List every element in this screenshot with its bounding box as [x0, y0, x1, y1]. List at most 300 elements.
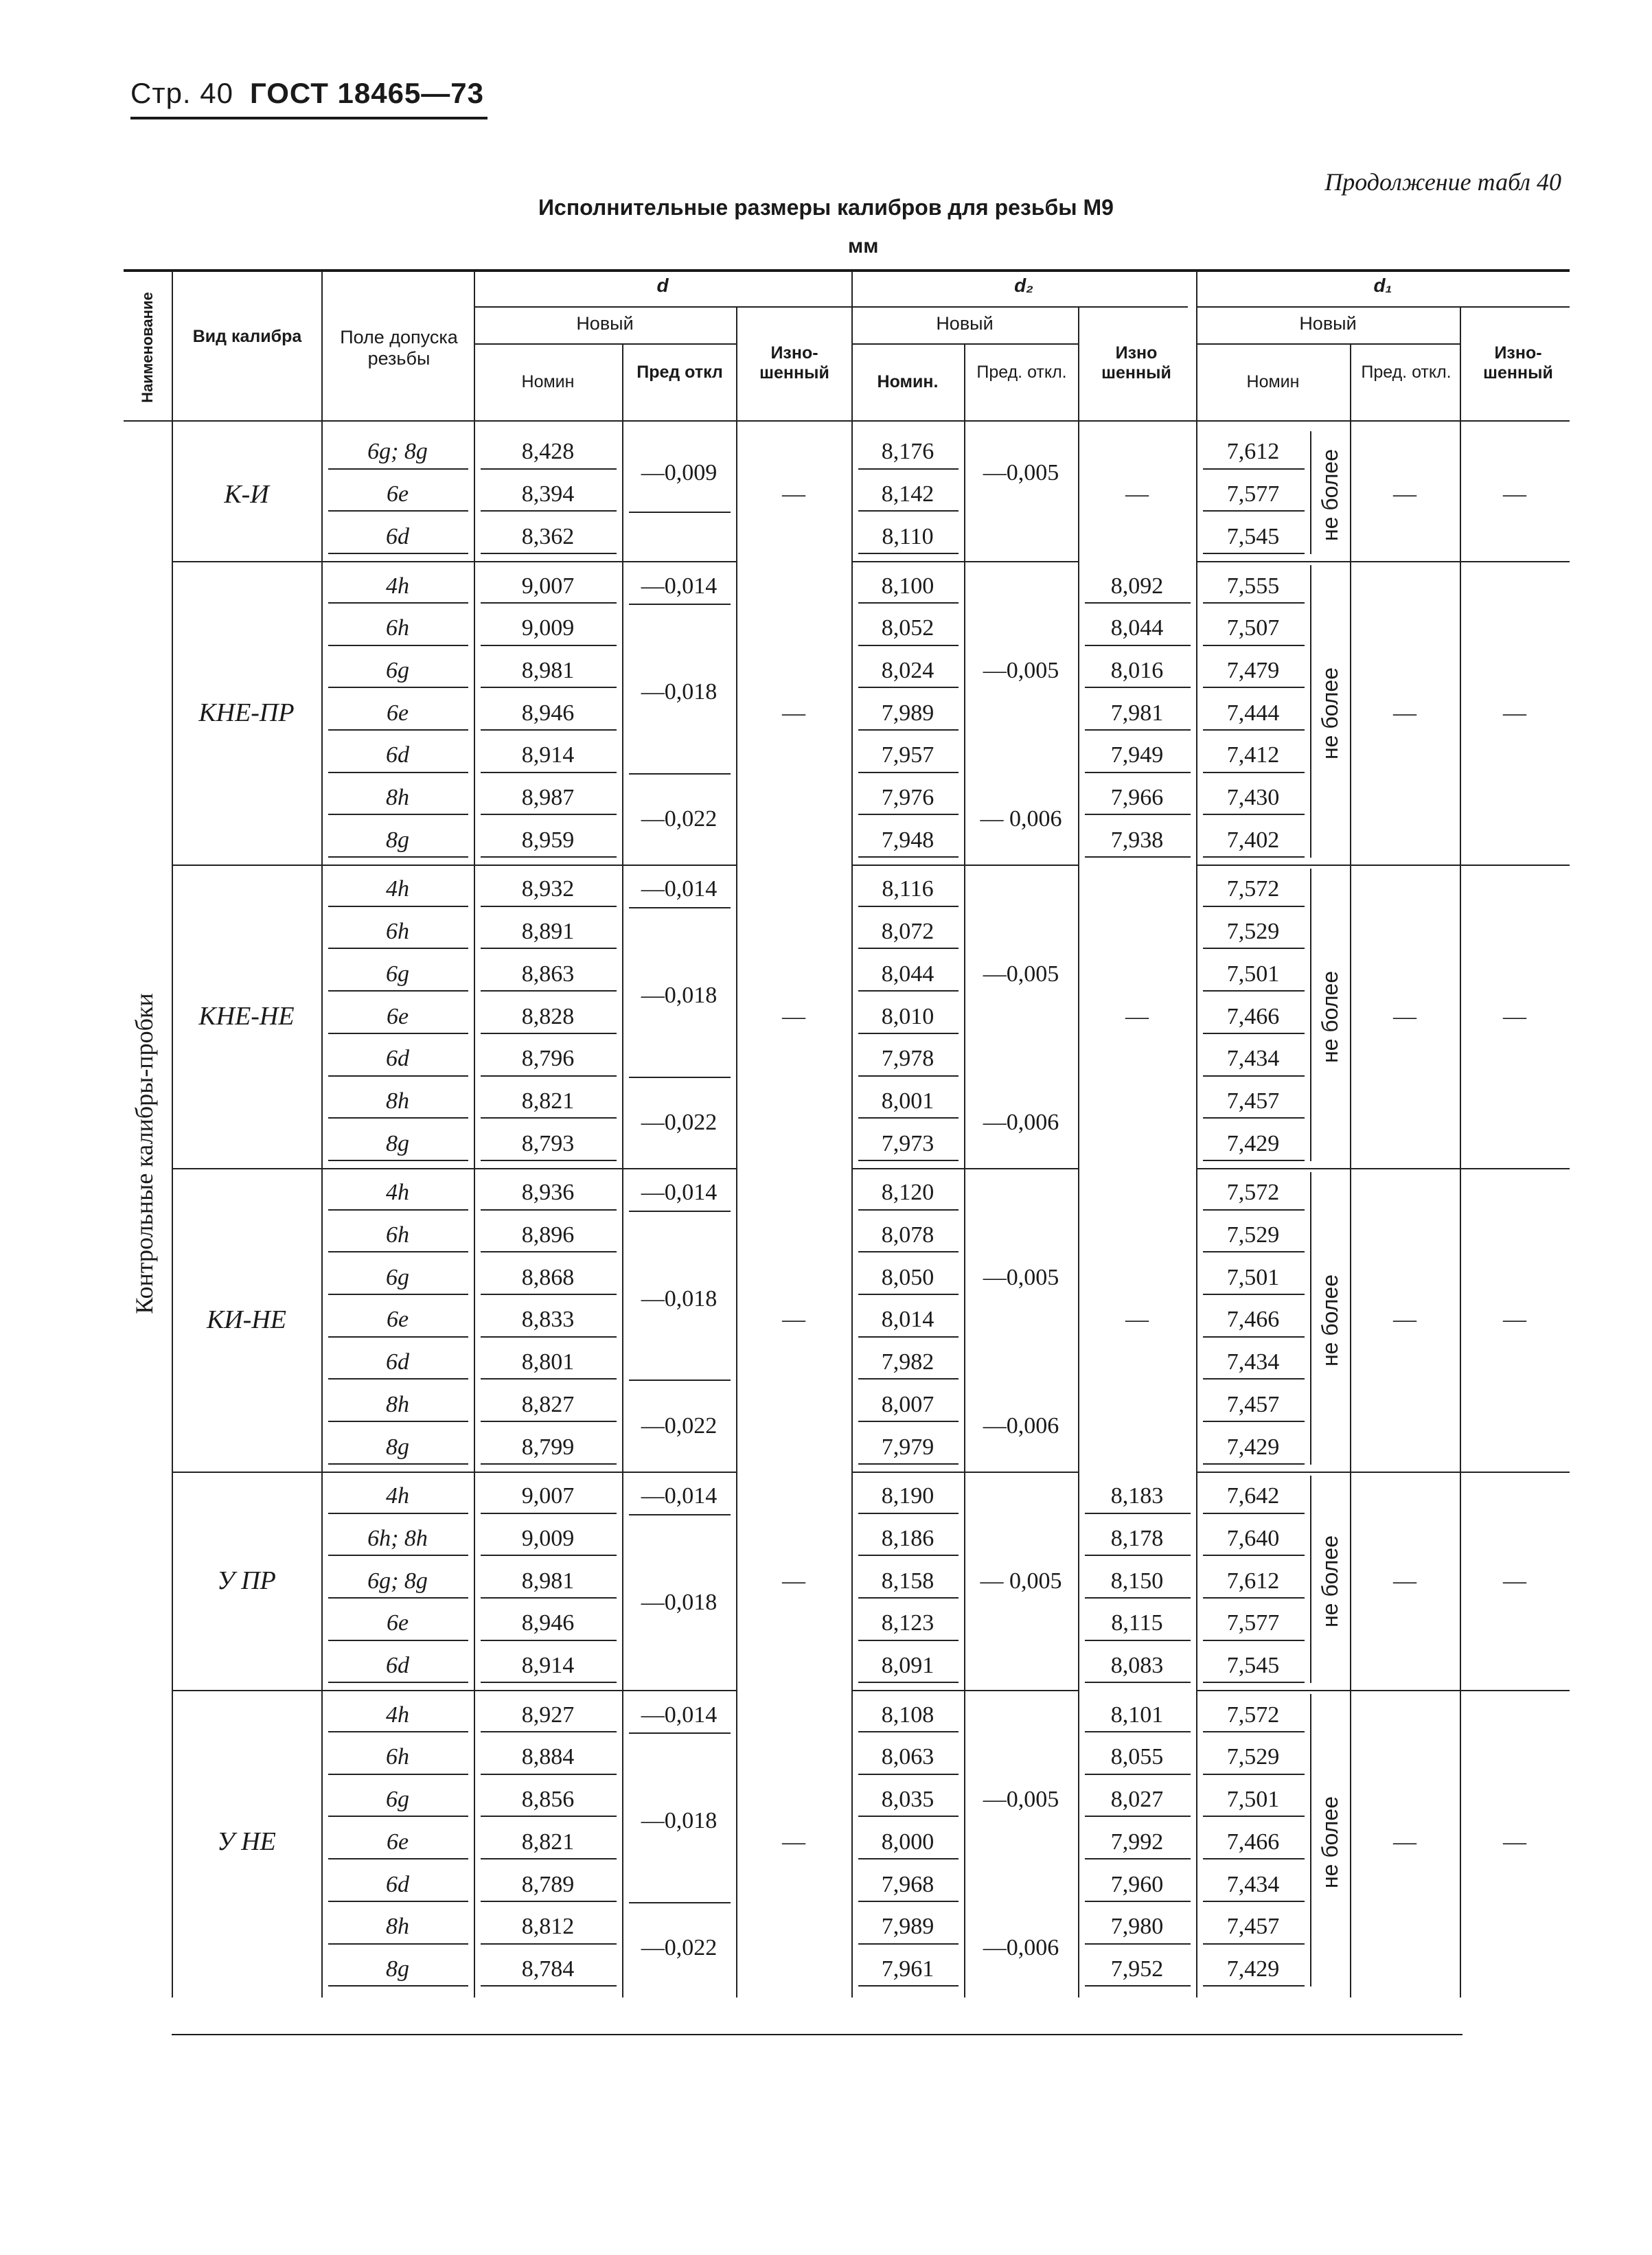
row-divider	[858, 1336, 959, 1338]
row-divider	[474, 1168, 736, 1169]
row-divider	[858, 948, 959, 949]
row-divider	[1085, 602, 1191, 604]
row-divider	[858, 1251, 959, 1252]
d-nominal-value: 8,821	[521, 1088, 575, 1114]
row-divider	[481, 1774, 617, 1775]
row-divider	[328, 1209, 468, 1211]
col-divider	[1078, 306, 1079, 422]
d2-worn-value: 8,183	[1110, 1483, 1164, 1509]
row-divider	[858, 856, 959, 858]
gauge-kind-label: У ПР	[217, 1566, 276, 1596]
row-divider	[1203, 1378, 1305, 1380]
row-divider	[1085, 1731, 1191, 1732]
row-divider	[1203, 468, 1305, 470]
row-divider	[858, 1555, 959, 1556]
d1-dev-header: Пред. откл.	[1361, 363, 1452, 382]
d2-worn-dash: —	[1125, 481, 1149, 507]
row-divider	[328, 1160, 468, 1161]
not-more-label: не более	[1318, 1274, 1342, 1366]
row-divider	[629, 907, 731, 908]
row-divider	[481, 948, 617, 949]
d2-nominal-value: 7,948	[881, 827, 934, 853]
row-divider	[328, 729, 468, 731]
row-divider	[328, 602, 468, 604]
row-divider	[1203, 1421, 1305, 1422]
tolerance-field: 4h	[386, 1483, 409, 1509]
d-nominal-value: 8,981	[521, 657, 575, 683]
d-deviation-value: —0,018	[641, 1285, 718, 1312]
col-divider	[1310, 1694, 1311, 1987]
row-divider	[1085, 856, 1191, 858]
row-divider	[858, 1209, 959, 1211]
d2-worn-value: 8,178	[1110, 1525, 1164, 1551]
row-divider	[474, 865, 736, 866]
d-worn-dash: —	[782, 1829, 805, 1855]
d-nominal-value: 9,007	[521, 1483, 575, 1509]
row-divider	[1085, 1943, 1191, 1945]
d2-nominal-value: 8,052	[881, 615, 934, 641]
d2-nominal-value: 7,982	[881, 1349, 934, 1375]
row-divider	[481, 1421, 617, 1422]
d2-deviation-value: —0,005	[983, 460, 1059, 486]
d-nominal-value: 8,801	[521, 1349, 575, 1375]
d1-nominal-value: 7,479	[1226, 657, 1280, 683]
col-divider	[851, 420, 853, 1998]
d-nominal-value: 9,007	[521, 573, 575, 599]
d1-nominal-value: 7,457	[1226, 1914, 1280, 1940]
tolerance-field: 6d	[386, 742, 409, 768]
d-nominal-value: 8,914	[521, 742, 575, 768]
col-divider	[172, 272, 173, 422]
row-divider	[481, 1985, 617, 1987]
row-divider	[481, 1160, 617, 1161]
d1-worn-dash: —	[1503, 1568, 1526, 1594]
d-deviation-value: —0,018	[641, 1589, 718, 1615]
d2-worn-value: 7,981	[1110, 700, 1164, 726]
d2-nominal-value: 8,123	[881, 1610, 934, 1636]
d2-worn-value: 8,092	[1110, 573, 1164, 599]
row-divider	[328, 1597, 468, 1599]
d1-nominal-value: 7,501	[1226, 1264, 1280, 1290]
d1-nominal-value: 7,457	[1226, 1088, 1280, 1114]
row-divider	[328, 468, 468, 470]
row-divider	[481, 687, 617, 688]
col-divider	[1350, 343, 1351, 422]
d2-worn-dash: —	[1125, 1003, 1149, 1029]
row-divider	[1203, 1858, 1305, 1859]
tolerance-field: 6h	[386, 1222, 409, 1248]
row-divider	[481, 990, 617, 992]
tolerance-field: 6h	[386, 919, 409, 945]
tolerance-field: 6d	[386, 1349, 409, 1375]
d2-nominal-value: 8,116	[882, 876, 934, 902]
row-divider	[858, 1943, 959, 1945]
row-divider	[481, 1378, 617, 1380]
d1-nominal-value: 7,430	[1226, 785, 1280, 811]
d-header: d	[656, 275, 669, 296]
d1-header: d₁	[1373, 275, 1392, 296]
d2-deviation-value: —0,005	[983, 1787, 1059, 1813]
tolerance-field: 6e	[386, 1307, 409, 1333]
row-divider	[1203, 772, 1305, 773]
d-nominal-value: 8,821	[521, 1829, 575, 1855]
d2-nominal-value: 8,100	[881, 573, 934, 599]
d-nominal-value: 8,946	[521, 1610, 575, 1636]
row-divider	[474, 1690, 736, 1691]
row-divider	[1196, 865, 1570, 866]
tolerance-field: 4h	[386, 1180, 409, 1206]
row-divider	[328, 856, 468, 858]
row-divider	[1203, 1117, 1305, 1119]
d-nominal-value: 8,428	[521, 439, 575, 465]
d-dev-header: Пред откл	[636, 363, 723, 382]
d2-worn-value: 8,016	[1110, 657, 1164, 683]
col-divider	[736, 306, 737, 422]
d1-nominal-value: 7,402	[1226, 827, 1280, 853]
d-nominal-value: 8,914	[521, 1653, 575, 1679]
col-divider	[1460, 420, 1461, 1998]
d-nominal-value: 8,891	[521, 919, 575, 945]
d2-nominal-value: 8,007	[881, 1391, 934, 1417]
row-divider	[481, 906, 617, 907]
d-worn-dash: —	[782, 1003, 805, 1029]
d-nominal-value: 9,009	[521, 615, 575, 641]
d1-nominal-value: 7,545	[1226, 1653, 1280, 1679]
d2-worn-value: 7,949	[1110, 742, 1164, 768]
row-divider	[858, 1731, 959, 1732]
d2-nominal-value: 8,091	[881, 1653, 934, 1679]
row-divider	[328, 1943, 468, 1945]
tolerance-field: 6g; 8g	[367, 1568, 428, 1594]
row-divider	[1203, 906, 1305, 907]
d2-nominal-value: 8,110	[882, 523, 934, 549]
row-divider	[481, 645, 617, 646]
row-divider	[629, 604, 731, 605]
row-divider	[474, 343, 736, 345]
tolerance-field: 6d	[386, 1046, 409, 1072]
d2-nominal-value: 7,978	[881, 1046, 934, 1072]
row-divider	[1196, 1472, 1570, 1473]
row-divider	[858, 510, 959, 512]
row-divider	[481, 1075, 617, 1077]
tolerance-field: 4h	[386, 1702, 409, 1728]
kind-column-header: Вид калибра	[192, 327, 302, 346]
d1-worn-dash: —	[1503, 1829, 1526, 1855]
row-divider	[328, 1682, 468, 1683]
d-worn-dash: —	[782, 1568, 805, 1594]
d1-nominal-value: 7,501	[1226, 1787, 1280, 1813]
d1-nominal-value: 7,429	[1226, 1130, 1280, 1156]
row-divider	[1085, 1985, 1191, 1987]
d2-nominal-value: 8,190	[881, 1483, 934, 1509]
row-divider	[1203, 687, 1305, 688]
d-nominal-value: 8,856	[521, 1787, 575, 1813]
row-divider	[858, 1075, 959, 1077]
d1-nominal-value: 7,640	[1226, 1525, 1280, 1551]
d1-nom-header: Номин	[1246, 372, 1300, 391]
d2-nominal-value: 8,063	[881, 1744, 934, 1770]
col-divider	[736, 420, 737, 1998]
d-worn-dash: —	[782, 1307, 805, 1333]
row-divider	[858, 687, 959, 688]
row-divider	[481, 1943, 617, 1945]
row-divider	[328, 1378, 468, 1380]
col-divider	[1310, 565, 1311, 858]
d1-worn-dash: —	[1503, 700, 1526, 726]
d2-worn-value: 8,101	[1110, 1702, 1164, 1728]
d2-nominal-value: 7,979	[881, 1434, 934, 1460]
row-group-label: Контрольные калибры-пробки	[130, 993, 158, 1314]
row-divider	[328, 1463, 468, 1465]
row-divider	[328, 948, 468, 949]
d2-deviation-value: — 0,006	[980, 805, 1062, 832]
d1-worn-dash: —	[1503, 1307, 1526, 1333]
d-worn-dash: —	[782, 700, 805, 726]
col-divider	[1310, 869, 1311, 1161]
d1-deviation-dash: —	[1393, 1568, 1416, 1594]
d1-nominal-value: 7,507	[1226, 615, 1280, 641]
row-divider	[1196, 1690, 1570, 1691]
d-nominal-value: 8,394	[521, 481, 575, 507]
tolerance-field: 6e	[386, 481, 409, 507]
row-divider	[474, 306, 851, 308]
row-divider	[474, 561, 736, 562]
row-divider	[1085, 772, 1191, 773]
header-rule	[130, 117, 487, 119]
gauge-kind-label: КНЕ-НЕ	[198, 1002, 295, 1031]
row-divider	[1196, 343, 1460, 345]
d2-nominal-value: 8,000	[881, 1829, 934, 1855]
d-deviation-value: —0,014	[641, 1702, 718, 1728]
row-divider	[858, 1901, 959, 1902]
col-divider	[321, 272, 323, 422]
d1-nominal-value: 7,572	[1226, 1180, 1280, 1206]
row-divider	[1085, 687, 1191, 688]
d2-deviation-value: —0,005	[983, 657, 1059, 683]
row-divider	[858, 1513, 959, 1514]
row-divider	[858, 990, 959, 992]
d2-nominal-value: 8,176	[881, 439, 934, 465]
col-divider	[474, 420, 475, 1998]
row-divider	[629, 1077, 731, 1078]
row-divider	[1203, 1555, 1305, 1556]
row-divider	[858, 468, 959, 470]
d-nominal-value: 8,796	[521, 1046, 575, 1072]
col-divider	[1350, 420, 1351, 1998]
row-divider	[481, 1209, 617, 1211]
d2-nominal-value: 8,024	[881, 657, 934, 683]
table-continuation: Продолжение табл 40	[1324, 168, 1561, 196]
d-deviation-value: —0,014	[641, 1483, 718, 1509]
d-nominal-value: 8,884	[521, 1744, 575, 1770]
col-divider	[1310, 1172, 1311, 1465]
d2-worn-value: 7,966	[1110, 785, 1164, 811]
row-divider	[1203, 602, 1305, 604]
row-divider	[328, 687, 468, 688]
tolerance-field: 6h; 8h	[367, 1525, 428, 1551]
row-divider	[1203, 1731, 1305, 1732]
row-divider	[481, 1858, 617, 1859]
d2-nominal-value: 8,072	[881, 919, 934, 945]
d-nominal-value: 8,863	[521, 961, 575, 987]
row-divider	[481, 1463, 617, 1465]
tolerance-column-header: Поле допуска резьбы	[340, 327, 458, 369]
table-top-rule	[124, 269, 1570, 272]
row-divider	[481, 1816, 617, 1817]
d1-nominal-value: 7,412	[1226, 742, 1280, 768]
d2-nominal-value: 8,120	[881, 1180, 934, 1206]
row-divider	[1203, 1640, 1305, 1641]
tolerance-field: 6h	[386, 615, 409, 641]
d2-worn-value: 7,960	[1110, 1871, 1164, 1897]
row-divider	[1196, 561, 1570, 562]
d2-nominal-value: 7,989	[881, 1914, 934, 1940]
row-divider	[1203, 1597, 1305, 1599]
row-divider	[858, 1160, 959, 1161]
row-divider	[858, 1774, 959, 1775]
row-divider	[172, 1168, 474, 1169]
row-divider	[1085, 1774, 1191, 1775]
row-divider	[1085, 729, 1191, 731]
d2-worn-value: 7,938	[1110, 827, 1164, 853]
d-deviation-value: —0,018	[641, 678, 718, 705]
row-divider	[858, 1117, 959, 1119]
row-divider	[1085, 1682, 1191, 1683]
page-header	[130, 77, 484, 110]
d2-nominal-value: 8,108	[881, 1702, 934, 1728]
tolerance-field: 8g	[386, 827, 409, 853]
gauge-kind-label: КНЕ-ПР	[198, 698, 295, 728]
d1-deviation-dash: —	[1393, 1003, 1416, 1029]
tolerance-field: 6h	[386, 1744, 409, 1770]
d-nom-header: Номин	[521, 372, 575, 391]
row-divider	[172, 865, 474, 866]
row-divider	[1203, 1901, 1305, 1902]
row-divider	[481, 1251, 617, 1252]
row-divider	[328, 1731, 468, 1732]
d-nominal-value: 8,812	[521, 1914, 575, 1940]
d2-worn-value: 8,055	[1110, 1744, 1164, 1770]
row-divider	[328, 1117, 468, 1119]
row-divider	[851, 306, 1188, 308]
d2-nominal-value: 8,186	[881, 1525, 934, 1551]
row-divider	[1203, 856, 1305, 858]
d1-nominal-value: 7,545	[1226, 523, 1280, 549]
d-deviation-value: —0,022	[641, 1109, 718, 1135]
row-divider	[481, 729, 617, 731]
d2-deviation-value: —0,005	[983, 1264, 1059, 1290]
row-divider	[1196, 1168, 1570, 1169]
d2-deviation-value: —0,006	[983, 1412, 1059, 1439]
d1-nominal-value: 7,466	[1226, 1003, 1280, 1029]
row-divider	[481, 468, 617, 470]
d1-nominal-value: 7,612	[1226, 439, 1280, 465]
d-new-header: Новый	[576, 313, 634, 334]
header-bottom-rule	[124, 420, 1570, 422]
tolerance-field: 6g	[386, 1264, 409, 1290]
row-divider	[474, 1472, 736, 1473]
tolerance-field: 6g; 8g	[367, 439, 428, 465]
tolerance-field: 6g	[386, 961, 409, 987]
d-deviation-value: —0,022	[641, 1935, 718, 1961]
d2-nominal-value: 8,050	[881, 1264, 934, 1290]
d1-nominal-value: 7,555	[1226, 573, 1280, 599]
d-nominal-value: 9,009	[521, 1525, 575, 1551]
not-more-label: не более	[1318, 1796, 1342, 1889]
d1-nominal-value: 7,429	[1226, 1956, 1280, 1982]
row-divider	[481, 602, 617, 604]
d-nominal-value: 8,959	[521, 827, 575, 853]
d2-nominal-value: 7,961	[881, 1956, 934, 1982]
name-column-header: Наименование	[139, 292, 156, 403]
row-divider	[1203, 1943, 1305, 1945]
row-divider	[1085, 1513, 1191, 1514]
row-divider	[328, 1075, 468, 1077]
row-divider	[1085, 1640, 1191, 1641]
tolerance-field: 6d	[386, 1653, 409, 1679]
d1-worn-dash: —	[1503, 481, 1526, 507]
row-divider	[1085, 645, 1191, 646]
d1-deviation-dash: —	[1393, 1829, 1416, 1855]
row-divider	[1203, 990, 1305, 992]
row-divider	[858, 1816, 959, 1817]
row-divider	[1085, 1858, 1191, 1859]
row-divider	[481, 1901, 617, 1902]
d1-nominal-value: 7,572	[1226, 876, 1280, 902]
row-divider	[1203, 1463, 1305, 1465]
gauge-kind-label: КИ-НЕ	[207, 1305, 286, 1335]
row-divider	[858, 1463, 959, 1465]
not-more-label: не более	[1318, 1535, 1342, 1628]
d1-nominal-value: 7,642	[1226, 1483, 1280, 1509]
row-divider	[629, 1380, 731, 1381]
row-divider	[858, 645, 959, 646]
col-divider	[321, 420, 323, 1998]
row-divider	[629, 1211, 731, 1212]
d1-nominal-value: 7,612	[1226, 1568, 1280, 1594]
row-divider	[328, 1774, 468, 1775]
row-divider	[1203, 1251, 1305, 1252]
d2-header: d₂	[1014, 275, 1033, 296]
col-divider	[1078, 420, 1079, 1998]
row-divider	[172, 561, 474, 562]
tolerance-field: 6d	[386, 523, 409, 549]
row-divider	[328, 1901, 468, 1902]
d-deviation-value: —0,022	[641, 805, 718, 832]
page-number: Стр. 40	[130, 77, 233, 109]
d2-nominal-value: 8,035	[881, 1787, 934, 1813]
col-divider	[1460, 306, 1461, 422]
row-divider	[1203, 814, 1305, 815]
row-divider	[1203, 1816, 1305, 1817]
d2-deviation-value: — 0,005	[980, 1568, 1062, 1594]
row-divider	[328, 1251, 468, 1252]
row-divider	[1203, 1294, 1305, 1295]
d2-worn-header: Изно шенный	[1101, 343, 1171, 382]
d-deviation-value: —0,018	[641, 1808, 718, 1833]
tolerance-field: 8g	[386, 1130, 409, 1156]
row-divider	[1203, 1985, 1305, 1987]
d-nominal-value: 8,828	[521, 1003, 575, 1029]
tolerance-field: 4h	[386, 573, 409, 599]
row-divider	[1196, 306, 1570, 308]
table-bottom-rule	[172, 2034, 1462, 2035]
d-nominal-value: 8,932	[521, 876, 575, 902]
col-divider	[1196, 420, 1197, 1998]
d2-nominal-value: 7,976	[881, 785, 934, 811]
d1-nominal-value: 7,429	[1226, 1434, 1280, 1460]
row-divider	[481, 1597, 617, 1599]
